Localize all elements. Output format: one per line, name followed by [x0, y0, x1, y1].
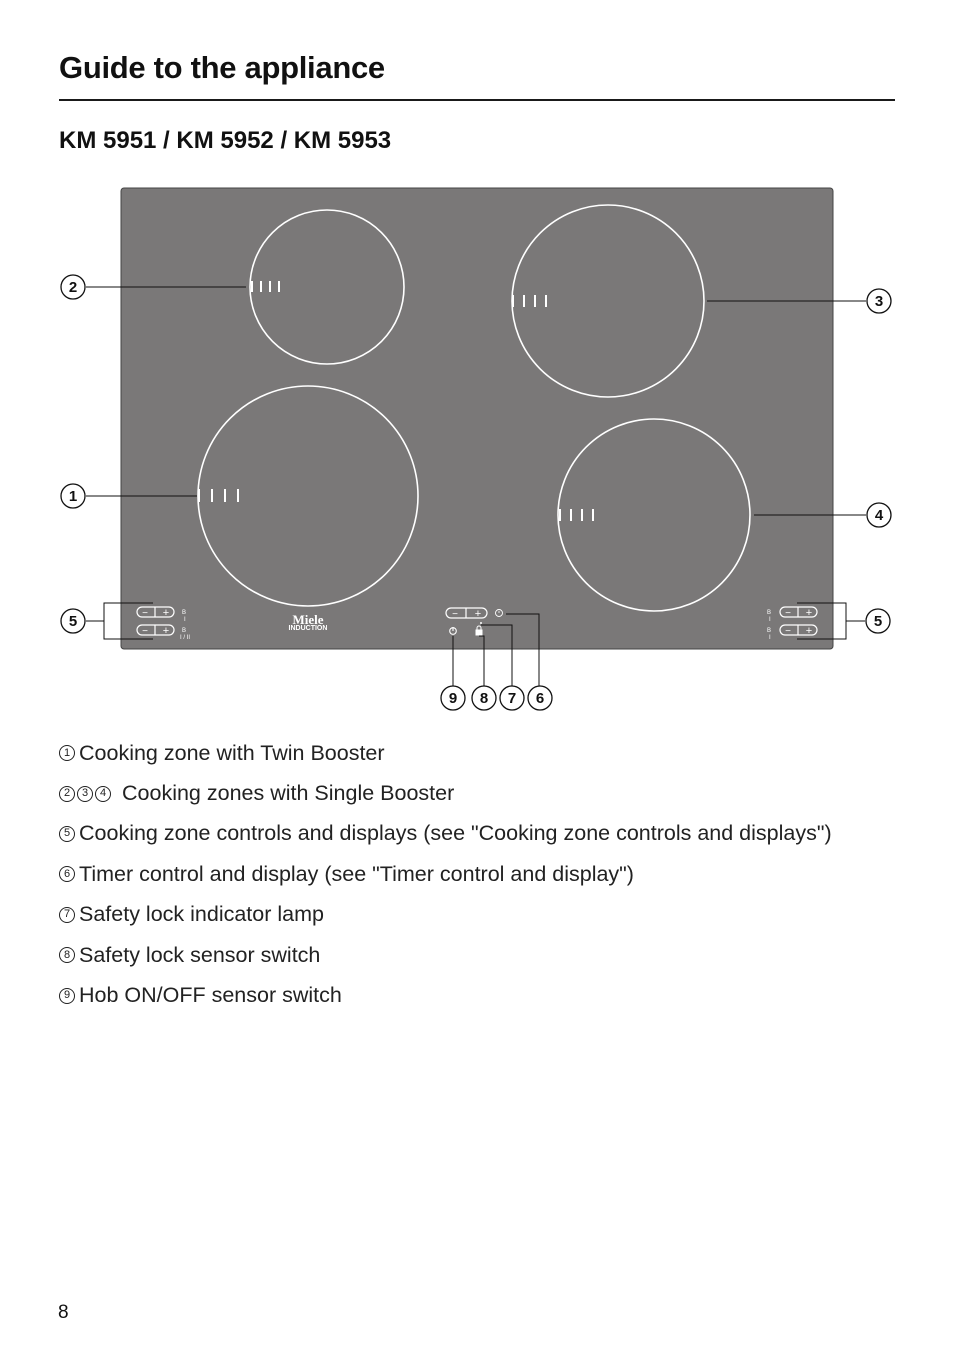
legend-item	[59, 895, 832, 935]
minus-icon: −	[142, 626, 148, 637]
legend-item	[59, 854, 832, 894]
svg-text:INDUCTION: INDUCTION	[288, 625, 328, 632]
callout-5-right	[866, 609, 890, 633]
plus-icon: +	[805, 607, 813, 619]
svg-text:8: 8	[479, 690, 489, 707]
callout-5-left	[61, 609, 85, 633]
minus-icon: −	[785, 626, 791, 637]
svg-text:7: 7	[507, 690, 517, 707]
plus-icon: +	[474, 608, 482, 620]
hob-surface	[121, 188, 833, 649]
svg-text:I: I	[769, 635, 771, 641]
legend-item	[59, 935, 832, 975]
callout-2	[61, 275, 85, 299]
svg-text:5: 5	[873, 613, 883, 630]
callout-1	[61, 484, 85, 508]
miele-induction-logo	[289, 612, 328, 632]
plus-icon: +	[805, 625, 813, 637]
lock-indicator-lamp	[480, 622, 482, 624]
booster-i-label: I	[184, 617, 186, 623]
page-number: 8	[58, 1302, 69, 1323]
legend-number: 1	[59, 745, 75, 761]
svg-text:3: 3	[874, 293, 884, 310]
legend-text: Cooking zone with Twin Booster	[79, 740, 385, 765]
callout-3	[867, 289, 891, 313]
svg-text:6: 6	[535, 690, 545, 707]
legend-text: Safety lock indicator lamp	[79, 902, 324, 927]
model-heading: KM 5951 / KM 5952 / KM 5953	[59, 127, 392, 154]
legend-number: 7	[59, 907, 75, 923]
callout-8	[472, 686, 496, 710]
svg-text:4: 4	[874, 507, 884, 524]
callout-4	[867, 503, 891, 527]
booster-b-label: B	[182, 628, 187, 634]
svg-text:B: B	[767, 628, 772, 634]
legend-item	[59, 975, 832, 1015]
page-title: Guide to the appliance	[59, 50, 385, 85]
callout-6	[528, 686, 552, 710]
legend-item	[59, 733, 832, 773]
legend-item	[59, 814, 832, 854]
legend-number: 2	[59, 786, 75, 802]
svg-text:1: 1	[68, 488, 78, 505]
callout-7	[500, 686, 524, 710]
legend-text: Hob ON/OFF sensor switch	[79, 983, 342, 1008]
legend-number: 3	[77, 786, 93, 802]
callout-9	[441, 686, 465, 710]
twin-booster-label: I / II	[180, 635, 191, 641]
legend-number: 4	[95, 786, 111, 802]
legend-number: 5	[59, 826, 75, 842]
svg-text:I: I	[769, 617, 771, 623]
svg-text:B: B	[767, 610, 772, 616]
minus-icon: −	[452, 609, 458, 620]
legend-text: Safety lock sensor switch	[79, 942, 321, 967]
booster-b-label: B	[182, 610, 187, 616]
svg-text:9: 9	[448, 690, 458, 707]
svg-text:Miele: Miele	[292, 612, 324, 627]
svg-text:5: 5	[68, 613, 78, 630]
plus-icon: +	[162, 607, 170, 619]
minus-icon: −	[785, 608, 791, 619]
legend-number: 6	[59, 866, 75, 882]
legend-list	[59, 733, 832, 1016]
svg-text:2: 2	[68, 279, 78, 296]
legend-number: 9	[59, 988, 75, 1004]
plus-icon: +	[162, 625, 170, 637]
legend-number: 8	[59, 947, 75, 963]
legend-item	[59, 773, 832, 813]
minus-icon: −	[142, 608, 148, 619]
legend-text: Cooking zones with Single Booster	[122, 781, 455, 806]
legend-text: Timer control and display (see "Timer control and display")	[79, 861, 634, 886]
legend-text: Cooking zone controls and displays (see "Cooking zone controls and displays")	[79, 821, 832, 846]
